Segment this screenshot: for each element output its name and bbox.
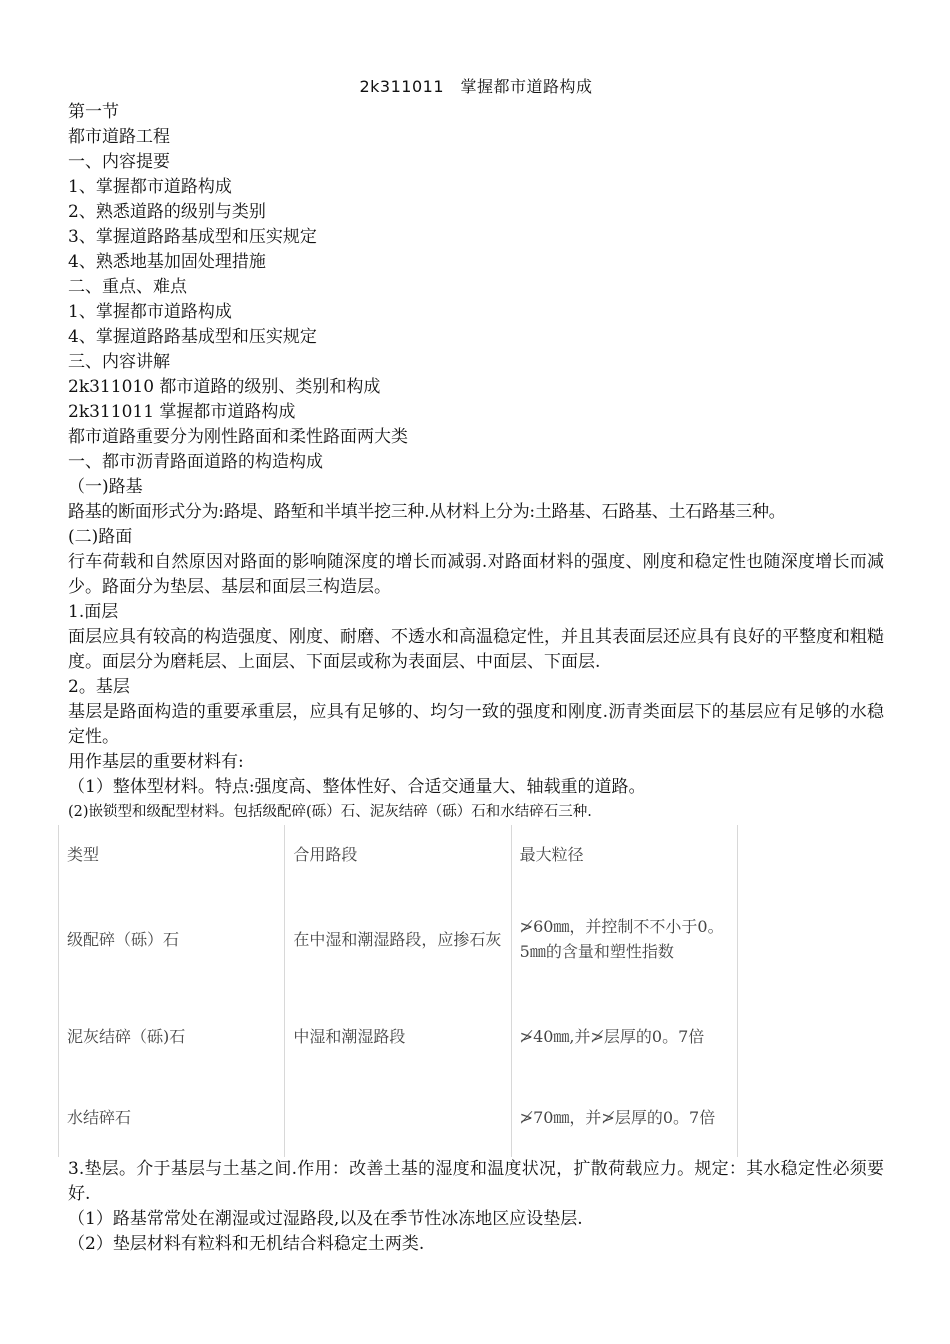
- table-header-cell: 最大粒径: [511, 825, 737, 883]
- table-header-row: [59, 825, 738, 883]
- text-line: 3、掌握道路路基成型和压实规定: [68, 227, 317, 247]
- document-page: [68, 74, 884, 1257]
- text-line: 2k311010 都市道路的级别、类别和构成: [68, 377, 381, 397]
- text-line: 都市道路工程: [68, 127, 170, 147]
- text-line: 二、重点、难点: [68, 277, 187, 297]
- text-line: 一、内容提要: [68, 152, 170, 172]
- table-cell: ≯70㎜，并≯层厚的0。7倍: [511, 1077, 737, 1157]
- table-header-cell: 合用路段: [285, 825, 511, 883]
- text-line: （1）整体型材料。特点:强度高、整体性好、合适交通量大、轴载重的道路。: [68, 777, 646, 797]
- text-line: 4、掌握道路路基成型和压实规定: [68, 327, 317, 347]
- table-row: [59, 995, 738, 1077]
- document-title: 2k311011 掌握都市道路构成: [359, 77, 593, 96]
- table-row: [59, 1077, 738, 1157]
- materials-table: [58, 825, 738, 1157]
- table-cell: 级配碎（砾）石: [59, 883, 285, 995]
- heading-base-layer: 2。基层: [68, 677, 130, 697]
- text-line: （一)路基: [68, 477, 143, 497]
- heading-surface-layer: 1.面层: [68, 602, 119, 622]
- paragraph-road: 行车荷载和自然原因对路面的影响随深度的增长而减弱.对路面材料的强度、刚度和稳定性也随深度增长而减少。路面分为垫层、基层和面层三构造层。: [68, 552, 884, 597]
- text-line: 用作基层的重要材料有:: [68, 752, 244, 772]
- table-cell: 在中湿和潮湿路段，应掺石灰: [285, 883, 511, 995]
- table-cell: 中湿和潮湿路段: [285, 995, 511, 1077]
- text-line: 1、掌握都市道路构成: [68, 177, 232, 197]
- table-header-cell: 类型: [59, 825, 285, 883]
- text-line: (二)路面: [68, 527, 133, 547]
- text-line: (2)嵌锁型和级配型材料。包括级配碎(砾）石、泥灰结碎（砾）石和水结碎石三种.: [68, 804, 592, 820]
- text-line: 1、掌握都市道路构成: [68, 302, 232, 322]
- table-cell: 泥灰结碎（砾)石: [59, 995, 285, 1077]
- paragraph-surface-layer: 面层应具有较高的构造强度、刚度、耐磨、不透水和高温稳定性，并且其表面层还应具有良好的平整度和粗糙度。面层分为磨耗层、上面层、下面层或称为表面层、中面层、下面层.: [68, 627, 884, 672]
- text-line: 三、内容讲解: [68, 352, 170, 372]
- table-cell: ≯60㎜，并控制不不小于0。5㎜的含量和塑性指数: [511, 883, 737, 995]
- text-line: 都市道路重要分为刚性路面和柔性路面两大类: [68, 427, 408, 447]
- paragraph-base-layer: 基层是路面构造的重要承重层，应具有足够的、均匀一致的强度和刚度.沥青类面层下的基层应有足够的水稳定性。: [68, 702, 884, 747]
- text-line: 一、都市沥青路面道路的构造构成: [68, 452, 323, 472]
- text-line: （1）路基常常处在潮湿或过湿路段,以及在季节性冰冻地区应设垫层.: [68, 1209, 583, 1229]
- table-cell: 水结碎石: [59, 1077, 285, 1157]
- text-line: （2）垫层材料有粒料和无机结合料稳定土两类.: [68, 1234, 425, 1254]
- table-cell: [285, 1077, 511, 1157]
- table-cell: ≯40㎜,并≯层厚的0。7倍: [511, 995, 737, 1077]
- text-line: 第一节: [68, 102, 119, 122]
- table-row: [59, 883, 738, 995]
- text-line: 2k311011 掌握都市道路构成: [68, 402, 296, 422]
- text-line: 路基的断面形式分为:路堤、路堑和半填半挖三种.从材料上分为:土路基、石路基、土石路基三种。: [68, 502, 786, 522]
- paragraph-cushion-layer: 3.垫层。介于基层与土基之间.作用：改善土基的湿度和温度状况，扩散荷载应力。规定：其水稳定性必须要好.: [68, 1159, 884, 1204]
- text-line: 2、熟悉道路的级别与类别: [68, 202, 266, 222]
- text-line: 4、熟悉地基加固处理措施: [68, 252, 266, 272]
